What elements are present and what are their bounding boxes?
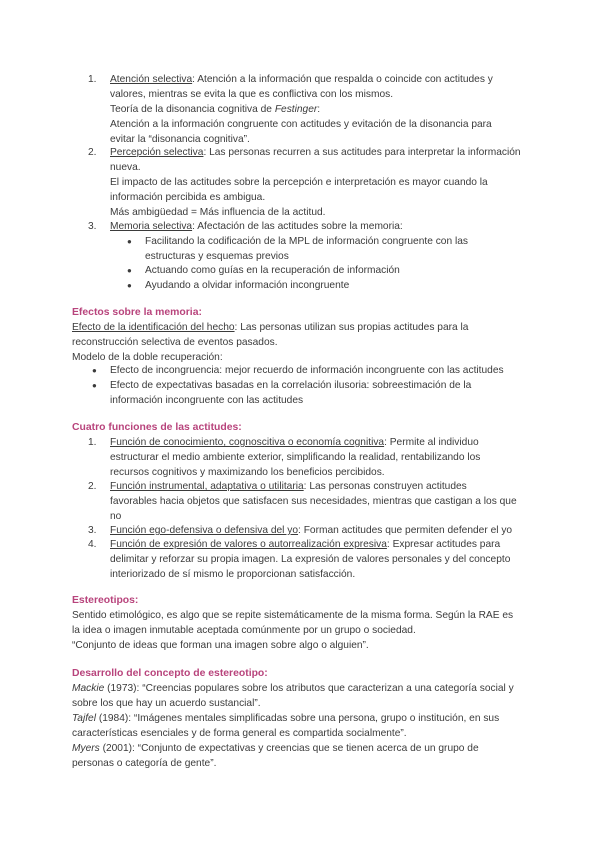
text: Efecto de incongruencia: mejor recuerdo de información incongruente con las actitudes [110, 365, 504, 376]
list-item-percepcion-selectiva [110, 145, 530, 220]
text: Modelo de la doble recuperación: [72, 352, 223, 363]
list-item-funcion-expresion-valores [110, 537, 530, 582]
text: características esenciales y de forma general es compartida socialmente”. [72, 728, 407, 739]
term: Atención selectiva [110, 74, 193, 85]
bullet: ● [127, 266, 132, 275]
text: no [110, 511, 122, 522]
bullet-item [145, 263, 535, 278]
text: Facilitando la codificación de la MPL de información congruente con las [145, 236, 468, 247]
text: El impacto de las actitudes sobre la percepción e interpretación es mayor cuando la [110, 177, 488, 188]
list-item-memoria-selectiva [110, 219, 530, 234]
bullet: ● [92, 366, 97, 375]
list-number: 2. [88, 481, 97, 492]
text: reconstrucción selectiva de eventos pasados. [72, 337, 278, 348]
text: favorables hacia objetos que satisfacen sus necesidades, mientras que castigan a los que [110, 496, 517, 507]
bullet-item [145, 234, 535, 264]
text: información incongruente con las actitudes [110, 395, 304, 406]
text: Atención a la información congruente con actitudes y evitación de la disonancia para [110, 119, 492, 130]
text: Teoría de la disonancia cognitiva de [110, 104, 275, 115]
bullet: ● [127, 237, 132, 246]
author: Tajfel [72, 713, 96, 724]
text: : Forman actitudes que permiten defender el yo [298, 525, 513, 536]
text: recursos cognitivos y maximizando los beneficios percibidos. [110, 467, 385, 478]
bullet-item [110, 378, 534, 408]
bullet-item [145, 278, 535, 293]
text: : [317, 104, 321, 115]
term: Función de expresión de valores o autorrealización expresiva [110, 539, 387, 550]
term: Memoria selectiva [110, 221, 193, 232]
bullet: ● [127, 281, 132, 290]
text: : Las personas utilizan sus propias actitudes para la [234, 322, 469, 333]
section-heading-desarrollo: Desarrollo del concepto de estereotipo: [72, 668, 268, 679]
text: sobre los que hay un acuerdo sustancial”. [72, 698, 261, 709]
text: Actuando como guías en la recuperación de información [145, 265, 400, 276]
text: : Expresar actitudes para [386, 539, 501, 550]
text: “Conjunto de ideas que forman una imagen sobre algo o alguien”. [72, 640, 369, 651]
text: valores, mientras se evita la que es conflictiva con los mismos. [110, 89, 394, 100]
author: Mackie [72, 683, 105, 694]
list-number: 1. [88, 437, 97, 448]
list-number: 4. [88, 539, 97, 550]
text: Sentido etimológico, es algo que se repite sistemáticamente de la misma forma. Según la RAE es [72, 610, 514, 621]
term: Percepción selectiva [110, 147, 204, 158]
text: Más ambigüedad = Más influencia de la actitud. [110, 207, 326, 218]
text: (2001): “Conjunto de expectativas y creencias que se tienen acerca de un grupo de [99, 743, 479, 754]
author: Myers [72, 743, 100, 754]
list-item-funcion-ego-defensiva [110, 523, 530, 538]
paragraph-desarrollo [72, 681, 534, 771]
list-number: 1. [88, 74, 97, 85]
bullet-item [110, 363, 534, 378]
text: (1973): “Creencias populares sobre los atributos que caracterizan a una categoría social y [104, 683, 514, 694]
text: delimitar y reforzar su propia imagen. La expresión de valores personales y del concepto [110, 554, 511, 565]
term: Efecto de la identificación del hecho [72, 322, 235, 333]
text: personas o categoría de gente”. [72, 758, 217, 769]
list-item-atencion-selectiva [110, 72, 530, 147]
author: Festinger [274, 104, 318, 115]
text: nueva. [110, 162, 141, 173]
text: estructurar el medio ambiente exterior, simplificando la realidad, rentabilizando los [110, 452, 481, 463]
paragraph-memoria [72, 320, 534, 365]
list-item-funcion-instrumental [110, 479, 530, 524]
text: Efecto de expectativas basadas en la correlación ilusoria: sobreestimación de la [110, 380, 472, 391]
text: : Las personas recurren a sus actitudes para interpretar la información [203, 147, 521, 158]
text: Ayudando a olvidar información incongruente [145, 280, 350, 291]
bullet: ● [92, 381, 97, 390]
text: información percibida es ambigua. [110, 192, 266, 203]
list-number: 3. [88, 525, 97, 536]
list-item-funcion-conocimiento [110, 435, 530, 480]
text: evitar la “disonancia cognitiva”. [110, 134, 250, 145]
term: Función ego-defensiva o defensiva del yo [110, 525, 299, 536]
text: la idea o imagen inmutable aceptada comúnmente por un grupo o sociedad. [72, 625, 416, 636]
term: Función instrumental, adaptativa o utilitaria [110, 481, 304, 492]
section-heading-funciones: Cuatro funciones de las actitudes: [72, 422, 242, 433]
text: : Las personas construyen actitudes [303, 481, 467, 492]
text: : Permite al individuo [384, 437, 479, 448]
list-number: 3. [88, 221, 97, 232]
section-heading-estereotipos: Estereotipos: [72, 595, 139, 606]
section-heading-memoria: Efectos sobre la memoria: [72, 307, 202, 318]
paragraph-estereotipos [72, 608, 534, 653]
text: : Atención a la información que respalda o coincide con actitudes y [192, 74, 493, 85]
text: estructuras y esquemas previos [145, 251, 289, 262]
list-number: 2. [88, 147, 97, 158]
text: (1984): “Imágenes mentales simplificadas sobre una persona, grupo o institución, en sus [95, 713, 500, 724]
term: Función de conocimiento, cognoscitiva o economía cognitiva [110, 437, 385, 448]
text: interiorizado de sí mismo le proporcionan satisfacción. [110, 569, 356, 580]
text: : Afectación de las actitudes sobre la memoria: [192, 221, 403, 232]
